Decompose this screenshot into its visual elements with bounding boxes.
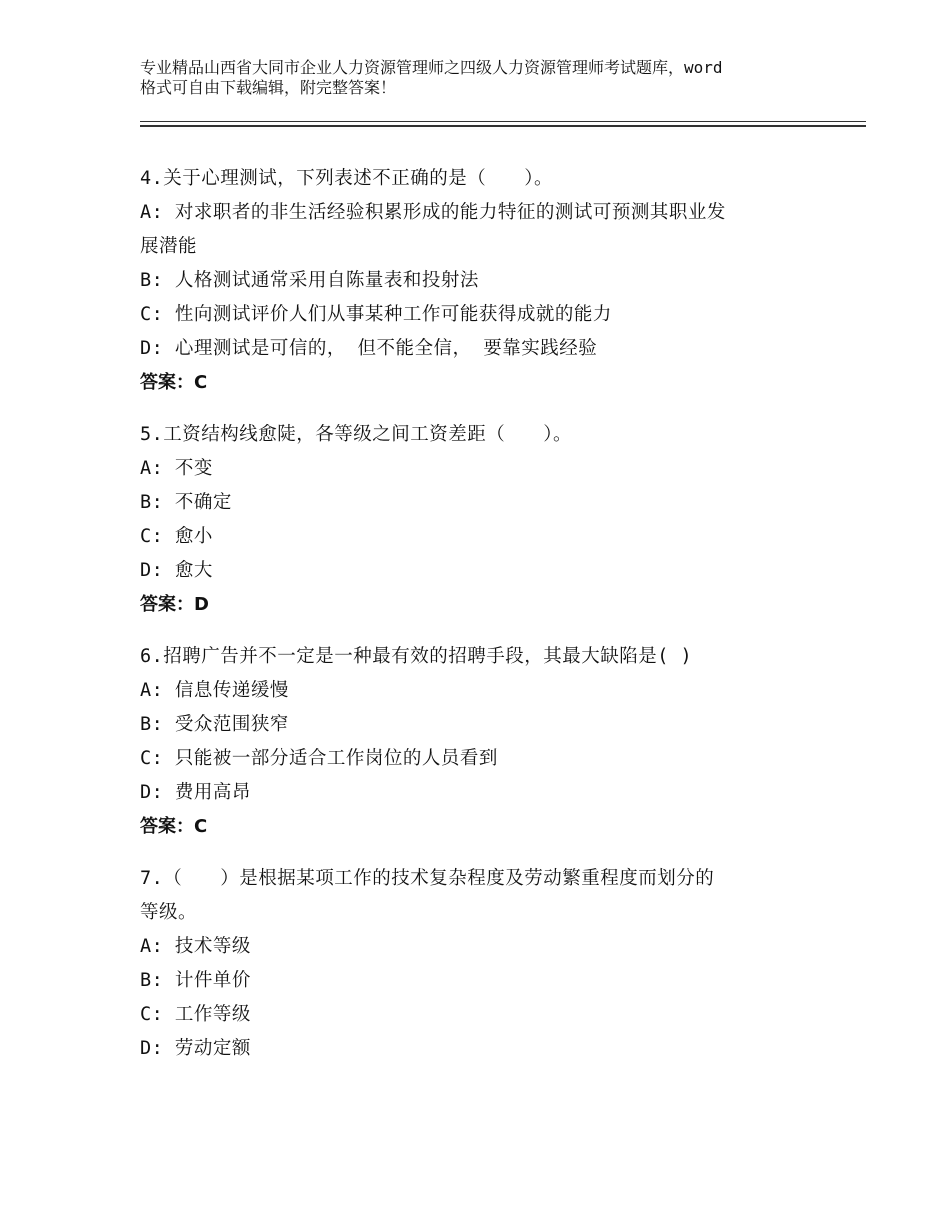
- question-stem-continued: 等级。: [140, 902, 198, 923]
- option-c: C: 性向测试评价人们从事某种工作可能获得成就的能力: [140, 304, 612, 325]
- answer: 答案：C: [140, 816, 208, 837]
- header-divider-thin: [140, 121, 866, 122]
- header-line-2: 格式可自由下载编辑，附完整答案！: [140, 78, 397, 97]
- document-header: [140, 58, 840, 98]
- question-stem: 5.工资结构线愈陡，各等级之间工资差距（ ）。: [140, 424, 573, 445]
- option-c: C: 愈小: [140, 526, 213, 547]
- option-d: D: 劳动定额: [140, 1038, 251, 1059]
- question-list: [140, 162, 820, 1084]
- question-6: [140, 640, 820, 844]
- answer: 答案：D: [140, 594, 209, 615]
- header-line-1: 专业精品山西省大同市企业人力资源管理师之四级人力资源管理师考试题库，word: [140, 58, 723, 77]
- option-b: B: 计件单价: [140, 970, 251, 991]
- question-4: [140, 162, 820, 400]
- option-a: A: 不变: [140, 458, 213, 479]
- question-stem: 7.（ ）是根据某项工作的技术复杂程度及劳动繁重程度而划分的: [140, 868, 715, 889]
- option-c: C: 工作等级: [140, 1004, 251, 1025]
- option-a: A: 信息传递缓慢: [140, 680, 289, 701]
- question-7: [140, 862, 820, 1066]
- option-b: B: 受众范围狭窄: [140, 714, 289, 735]
- answer: 答案：C: [140, 372, 208, 393]
- question-5: [140, 418, 820, 622]
- header-divider-thick: [140, 125, 866, 127]
- option-a-continued: 展潜能: [140, 236, 198, 257]
- option-b: B: 人格测试通常采用自陈量表和投射法: [140, 270, 479, 291]
- question-stem: 6.招聘广告并不一定是一种最有效的招聘手段，其最大缺陷是( ): [140, 646, 693, 667]
- option-a: A: 对求职者的非生活经验积累形成的能力特征的测试可预测其职业发: [140, 202, 726, 223]
- option-c: C: 只能被一部分适合工作岗位的人员看到: [140, 748, 498, 769]
- option-b: B: 不确定: [140, 492, 232, 513]
- option-d: D: 愈大: [140, 560, 213, 581]
- option-d: D: 心理测试是可信的， 但不能全信， 要靠实践经验: [140, 338, 598, 359]
- question-stem: 4.关于心理测试，下列表述不正确的是（ ）。: [140, 168, 554, 189]
- option-d: D: 费用高昂: [140, 782, 251, 803]
- option-a: A: 技术等级: [140, 936, 251, 957]
